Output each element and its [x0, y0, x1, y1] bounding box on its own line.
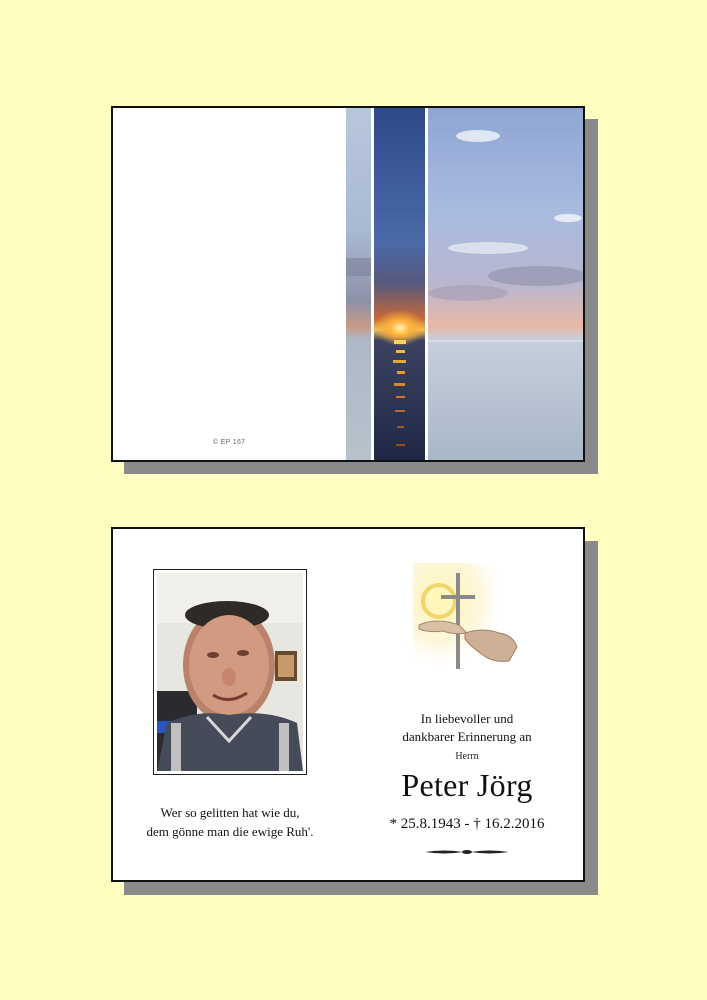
motto-line-1: Wer so gelitten hat wie du,: [160, 805, 300, 820]
sunset-panel-left: [346, 108, 371, 460]
salutation: Herrn: [455, 751, 479, 762]
memory-line-2: dankbarer Erinnerung an: [402, 729, 532, 744]
sunset-panel-center: [374, 108, 425, 460]
portrait-frame: [153, 569, 307, 775]
memorial-intro: [359, 710, 575, 746]
inside-card: [111, 527, 585, 882]
motto-line-2: dem gönne man die ewige Ruh'.: [146, 824, 314, 839]
memory-line-1: In liebevoller und: [420, 711, 514, 726]
sunset-panel-right: [428, 108, 583, 460]
portrait-photo: [157, 573, 303, 771]
front-card: [111, 106, 585, 462]
memorial-motto: [123, 803, 337, 841]
copyright-text: © EP 167: [213, 439, 246, 446]
cross-with-hands-icon: [413, 563, 525, 683]
deceased-name: Peter Jörg: [401, 767, 533, 803]
life-dates: * 25.8.1943 - † 16.2.2016: [389, 816, 545, 832]
divider-flourish: [425, 847, 509, 857]
